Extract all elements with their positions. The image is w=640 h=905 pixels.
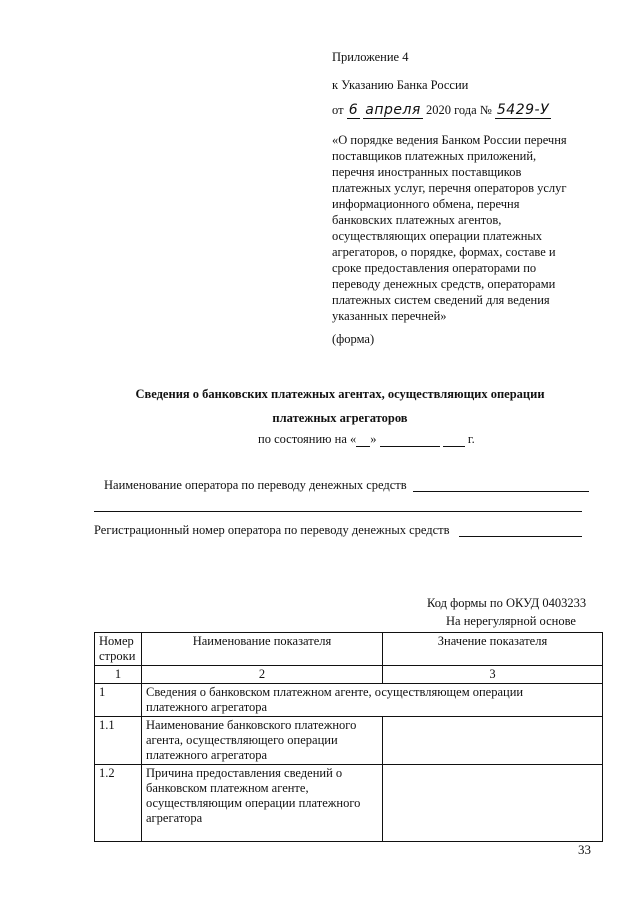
as-of-prefix: по состоянию на « — [258, 432, 357, 446]
form-label: (форма) — [332, 332, 375, 346]
annotation-line: переводу денежных средств, операторами — [332, 277, 556, 291]
indicators-table — [94, 632, 603, 842]
appendix-label: Приложение 4 — [332, 50, 409, 64]
registration-number-label: Регистрационный номер оператора по переводу денежных средств — [94, 523, 450, 537]
date-year: 2020 года № — [425, 103, 492, 117]
row-number: 1 — [95, 684, 142, 717]
decree-date-line — [332, 102, 551, 118]
as-of-year-blank[interactable] — [443, 446, 465, 447]
operator-name-field-continuation[interactable] — [94, 511, 582, 512]
row-indicator-value[interactable] — [383, 717, 603, 765]
page-number: 33 — [578, 842, 591, 857]
table-header-row — [95, 633, 603, 666]
submission-periodicity: На нерегулярной основе — [446, 614, 576, 628]
annotation-line: платежных услуг, перечня операторов услуг — [332, 181, 567, 195]
row-indicator-value[interactable] — [383, 765, 603, 842]
column-number: 2 — [142, 666, 383, 684]
table-row — [95, 717, 603, 765]
annotation-line: сроке предоставления операторами по — [332, 261, 537, 275]
annotation-line: платежных систем сведений для ведения — [332, 293, 550, 307]
row-indicator-name: Причина предоставления сведений о банковском платежном агенте, осуществляющим операции платежного агрегатора — [142, 765, 383, 842]
document-number: 5429-У — [496, 102, 550, 118]
row-number: 1.2 — [95, 765, 142, 842]
annotation-line: агрегаторов, о порядке, формах, составе и — [332, 245, 556, 259]
annotation-line: указанных перечней» — [332, 309, 447, 323]
registration-number-field[interactable] — [459, 536, 582, 537]
as-of-mid: » — [370, 432, 377, 446]
okud-form-code: Код формы по ОКУД 0403233 — [427, 596, 587, 610]
annotation-line: осуществляющих операции платежных — [332, 229, 543, 243]
document-title-line2: платежных агрегаторов — [272, 411, 408, 425]
table-row — [95, 684, 603, 717]
row-section-title: Сведения о банковском платежном агенте, осуществляющем операции платежного агрегатора — [142, 684, 603, 717]
operator-name-label: Наименование оператора по переводу денежных средств — [104, 478, 407, 492]
date-prefix: от — [332, 103, 344, 117]
date-month: апреля — [365, 102, 421, 118]
table-row — [95, 765, 603, 842]
document-title-line1: Сведения о банковских платежных агентах, осуществляющих операции — [135, 387, 545, 401]
decree-reference: к Указанию Банка России — [332, 78, 469, 92]
operator-name-field[interactable] — [413, 491, 589, 492]
header-indicator-name: Наименование показателя — [142, 633, 383, 666]
row-indicator-name: Наименование банковского платежного агента, осуществляющего операции платежного агрегатора — [142, 717, 383, 765]
annotation-line: поставщиков платежных приложений, — [332, 149, 537, 163]
as-of-month-blank[interactable] — [380, 446, 440, 447]
column-number: 3 — [383, 666, 603, 684]
annotation-line: перечня иностранных поставщиков — [332, 165, 522, 179]
as-of-suffix: г. — [467, 432, 475, 446]
annotation-line: банковских платежных агентов, — [332, 213, 502, 227]
row-number: 1.1 — [95, 717, 142, 765]
header-indicator-value: Значение показателя — [383, 633, 603, 666]
decree-annotation — [332, 132, 594, 324]
as-of-date-line — [258, 432, 475, 447]
annotation-line: «О порядке ведения Банком России перечня — [332, 133, 567, 147]
as-of-day-blank[interactable] — [356, 446, 370, 447]
annotation-line: информационного обмена, перечня — [332, 197, 520, 211]
header-row-number: Номер строки — [95, 633, 142, 666]
column-number: 1 — [95, 666, 142, 684]
table-column-numbers-row — [95, 666, 603, 684]
date-day: 6 — [348, 102, 359, 118]
